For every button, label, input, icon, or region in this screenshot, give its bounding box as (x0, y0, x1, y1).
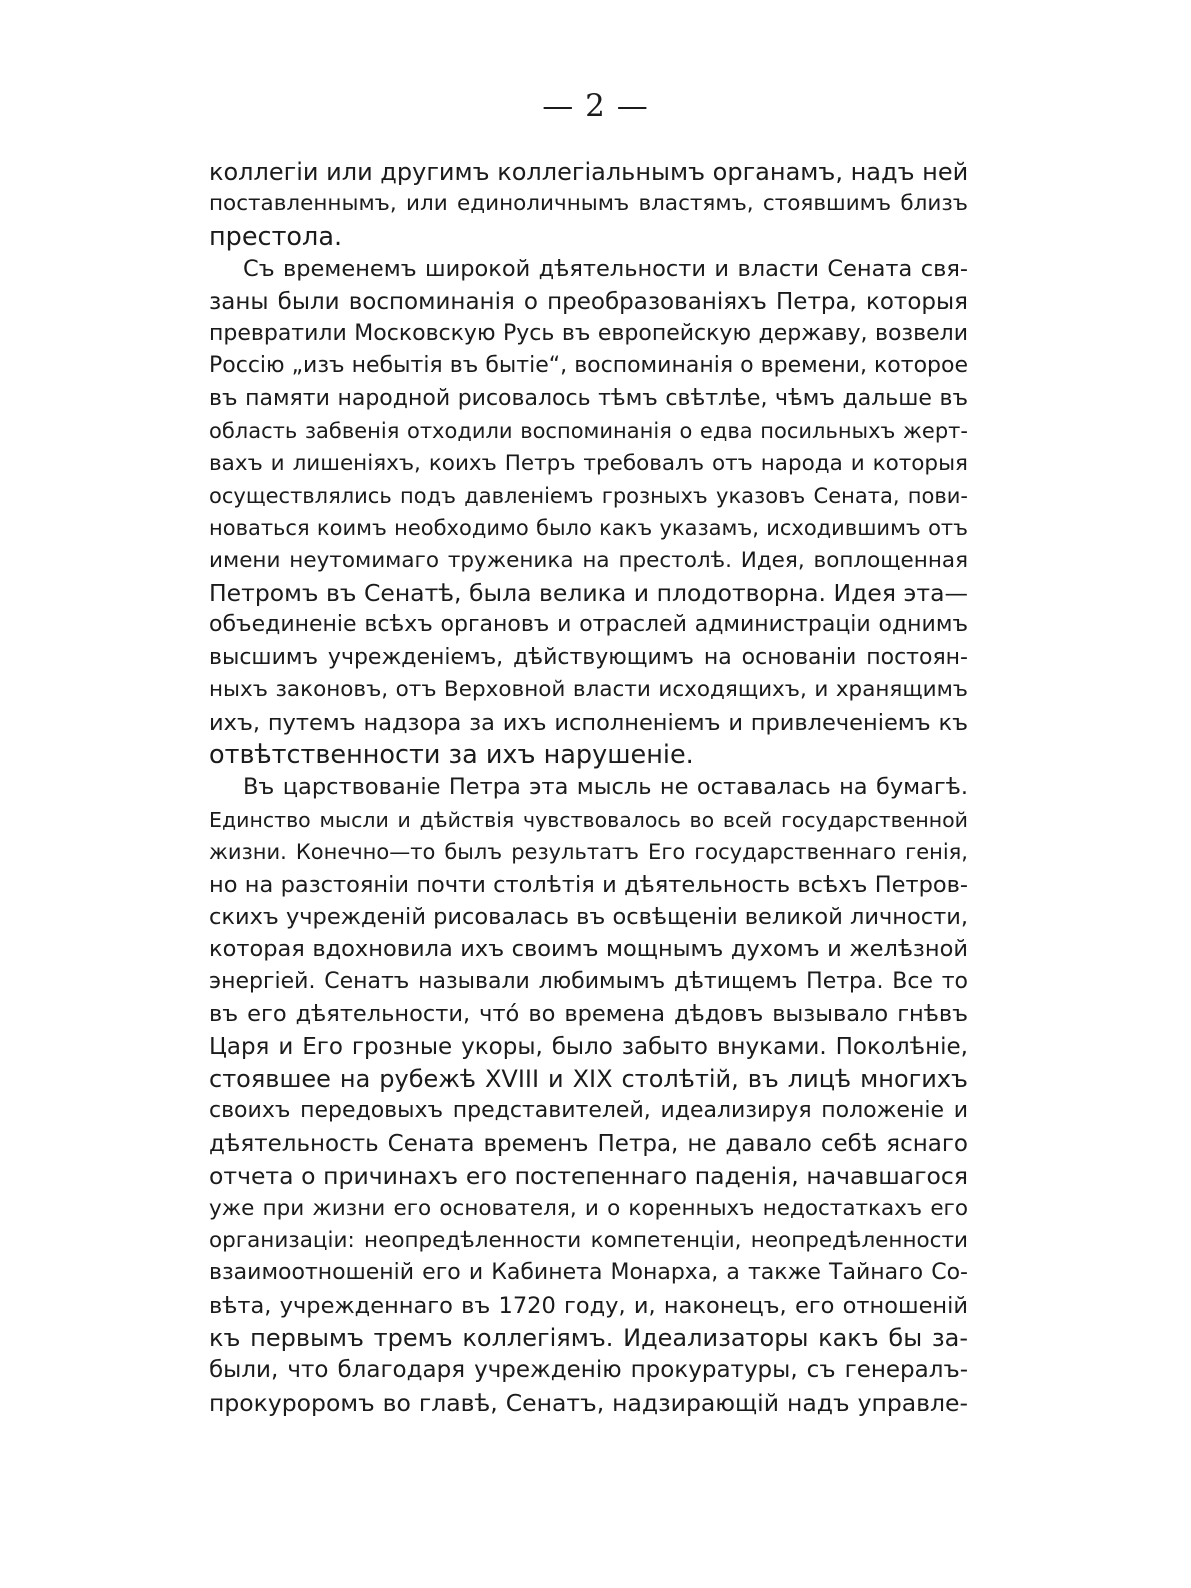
text-line: область забвенiя отходили воспоминанiя о едва посильныхъ жерт- (209, 419, 968, 444)
text-line: своихъ передовыхъ представителей, идеализируя положенiе и (209, 1098, 968, 1124)
text-line: высшимъ учрежденiемъ, дѣйствующимъ на основанiи постоян- (209, 644, 968, 670)
page-number: — 2 — (542, 88, 649, 124)
text-line: Петромъ въ Сенатѣ, была велика и плодотворна. Идея эта— (209, 579, 968, 608)
text-line: въ памяти народной рисовалось тѣмъ свѣтлѣе, чѣмъ дальше въ (209, 385, 968, 411)
paragraph-3 (209, 771, 968, 1419)
text-line: энергiей. Сенатъ называли любимымъ дѣтищемъ Петра. Все то (209, 968, 968, 994)
text-line: Россiю „изъ небытiя въ бытiе“, воспоминанiя о времени, которое (209, 353, 968, 379)
text-line: заны были воспоминанiя о преобразованiяхъ Петра, которыя (209, 288, 968, 315)
text-line: Царя и Его грозные укоры, было забыто внуками. Поколѣнiе, (209, 1033, 968, 1060)
text-line: Въ царствованiе Петра эта мысль не оставалась на бумагѣ. (243, 774, 968, 801)
text-line: Съ временемъ широкой дѣятельности и власти Сената свя- (243, 256, 968, 283)
text-line: къ первымъ тремъ коллегiямъ. Идеализаторы какъ бы за- (209, 1324, 968, 1353)
text-line: отчета о причинахъ его постепеннаго паденiя, начавшагося (209, 1162, 968, 1191)
text-line: отвѣтственности за ихъ нарушенiе. (209, 740, 694, 771)
body-text (209, 156, 968, 1419)
text-line: вахъ и лишенiяхъ, коихъ Петръ требовалъ отъ народа и которыя (209, 450, 968, 476)
text-line: дѣятельность Сената временъ Петра, не давало себѣ яснаго (209, 1130, 968, 1157)
text-line: новаться коимъ необходимо было какъ указамъ, исходившимъ отъ (209, 516, 968, 541)
paragraph-1 (209, 156, 968, 253)
text-line: имени неутомимаго труженика на престолѣ. Идея, воплощенная (209, 547, 968, 573)
text-line: взаимоотношенiй его и Кабинета Монарха, а также Тайнаго Со- (209, 1260, 968, 1286)
text-line: поставленнымъ, или единоличнымъ властямъ, стоявшимъ близъ (209, 191, 968, 217)
text-line: Единство мысли и дѣйствiя чувствовалось во всей государственной (209, 807, 968, 832)
paragraph-2 (209, 253, 968, 771)
text-line: коллегiи или другимъ коллегiальнымъ органамъ, надъ ней (209, 158, 969, 186)
text-line: скихъ учрежденiй рисовалась въ освѣщенiи великой личности, (209, 903, 968, 930)
text-line: престола. (209, 221, 343, 252)
text-line: организацiи: неопредѣленности компетенцiи, неопредѣленности (209, 1227, 968, 1253)
text-line: которая вдохновила ихъ своимъ мощнымъ духомъ и желѣзной (209, 936, 968, 963)
text-line: уже при жизни его основателя, и о коренныхъ недостаткахъ его (209, 1195, 968, 1221)
text-line: жизни. Конечно—то былъ результатъ Его государственнаго генiя, (209, 840, 968, 865)
text-line: вѣта, учрежденнаго въ 1720 году, и, наконецъ, его отношенiй (209, 1292, 968, 1319)
text-line: превратили Московскую Русь въ европейскую державу, возвели (209, 320, 968, 346)
text-line: прокуроромъ во главѣ, Сенатъ, надзирающiй надъ управле- (209, 1388, 968, 1417)
text-line: ныхъ законовъ, отъ Верховной власти исходящихъ, и хранящимъ (209, 677, 968, 703)
text-line: объединенiе всѣхъ органовъ и отраслей администрацiи однимъ (209, 612, 968, 638)
text-line: но на разстоянiи почти столѣтiя и дѣятельность всѣхъ Петров- (209, 871, 968, 898)
text-line: въ его дѣятельности, чтó во времена дѣдовъ вызывало гнѣвъ (209, 1001, 968, 1028)
text-line: были, что благодаря учрежденiю прокуратуры, съ генералъ- (209, 1357, 968, 1384)
text-line: ихъ, путемъ надзора за ихъ исполненiемъ и привлеченiемъ къ (209, 709, 968, 736)
text-line: осуществлялись подъ давленiемъ грозныхъ указовъ Сената, пови- (209, 483, 968, 508)
text-line: стоявшее на рубежѣ XVIII и XIX столѣтiй, въ лицѣ многихъ (209, 1064, 968, 1093)
